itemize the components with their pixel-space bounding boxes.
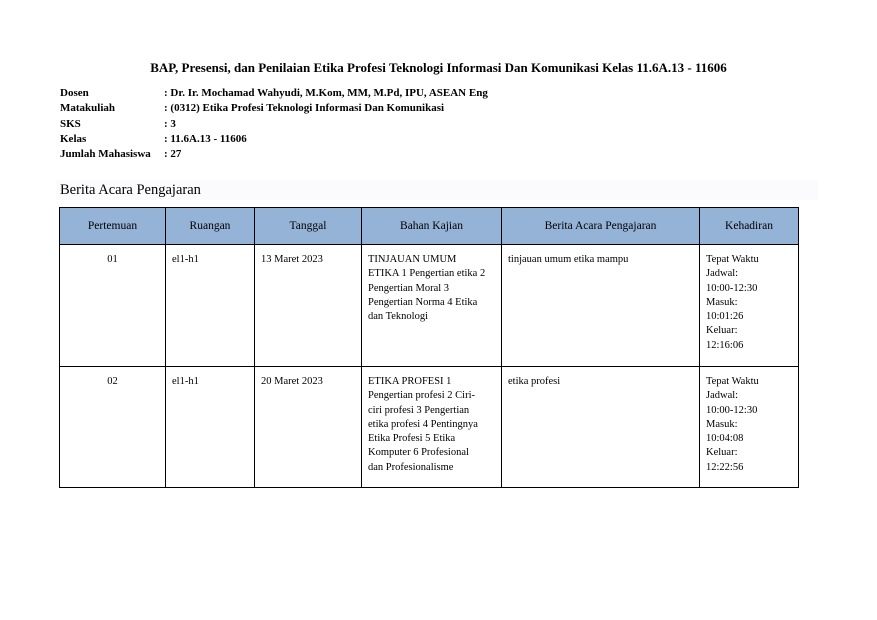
header-ruangan: Ruangan xyxy=(166,208,255,245)
header-kehadiran: Kehadiran xyxy=(700,208,799,245)
info-row-sks xyxy=(60,117,488,132)
info-value: : 11.6A.13 - 11606 xyxy=(164,132,247,145)
info-value: : Dr. Ir. Mochamad Wahyudi, M.Kom, MM, M.Pd, IPU, ASEAN Eng xyxy=(164,87,488,99)
cell-tanggal: 20 Maret 2023 xyxy=(255,367,362,488)
cell-berita-acara: etika profesi xyxy=(502,367,700,488)
cell-berita-acara: tinjauan umum etika mampu xyxy=(502,245,700,367)
table-header-row xyxy=(60,208,799,245)
header-pertemuan: Pertemuan xyxy=(60,208,166,245)
header-tanggal: Tanggal xyxy=(255,208,362,245)
info-row-matakuliah xyxy=(60,101,488,116)
cell-pertemuan: 02 xyxy=(60,367,166,488)
document-title: BAP, Presensi, dan Penilaian Etika Profesi Teknologi Informasi Dan Komunikasi Kelas 11.6A.13 - 11606 xyxy=(150,60,727,75)
info-label: Kelas xyxy=(60,132,87,145)
course-info xyxy=(60,86,488,162)
info-label: Matakuliah xyxy=(60,102,116,115)
cell-tanggal: 13 Maret 2023 xyxy=(255,245,362,367)
info-row-dosen xyxy=(60,86,488,101)
section-title: Berita Acara Pengajaran xyxy=(60,182,201,198)
teaching-report-table xyxy=(59,207,799,488)
info-label: Jumlah Mahasiswa xyxy=(60,148,151,161)
info-label: Dosen xyxy=(60,87,89,99)
table-row xyxy=(60,367,799,488)
cell-ruangan: el1-h1 xyxy=(166,245,255,367)
info-value: : (0312) Etika Profesi Teknologi Informasi Dan Komunikasi xyxy=(164,102,445,115)
info-row-jumlah-mahasiswa xyxy=(60,147,488,162)
cell-bahan-kajian: ETIKA PROFESI 1 Pengertian profesi 2 Ciri- ciri profesi 3 Pengertian etika profesi 4 Pentingnya Etika Profesi 5 Etika Komputer 6 Profesional dan Profesionalisme xyxy=(362,367,502,488)
header-berita-acara: Berita Acara Pengajaran xyxy=(502,208,700,245)
info-value: : 3 xyxy=(164,117,176,130)
table-row xyxy=(60,245,799,367)
info-label: SKS xyxy=(60,117,81,130)
cell-kehadiran: Tepat Waktu Jadwal: 10:00-12:30 Masuk: 10:04:08 Keluar: 12:22:56 xyxy=(700,367,799,488)
info-value: : 27 xyxy=(164,148,182,161)
info-row-kelas xyxy=(60,132,488,147)
header-bahan-kajian: Bahan Kajian xyxy=(362,208,502,245)
cell-kehadiran: Tepat Waktu Jadwal: 10:00-12:30 Masuk: 10:01:26 Keluar: 12:16:06 xyxy=(700,245,799,367)
cell-pertemuan: 01 xyxy=(60,245,166,367)
cell-ruangan: el1-h1 xyxy=(166,367,255,488)
cell-bahan-kajian: TINJAUAN UMUM ETIKA 1 Pengertian etika 2 Pengertian Moral 3 Pengertian Norma 4 Etika dan Teknologi xyxy=(362,245,502,367)
